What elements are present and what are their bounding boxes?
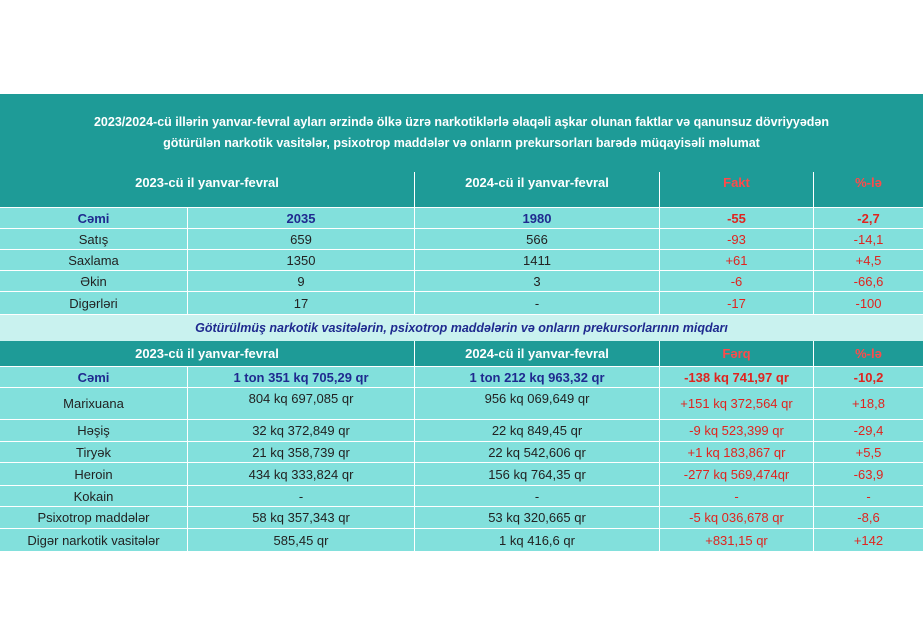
- seizures-diff: -277 kq 569,474qr: [660, 463, 814, 486]
- seizures-row-psixotrop: [0, 507, 923, 529]
- seizures-label: Psixotrop maddələr: [0, 507, 188, 529]
- facts-pct: -2,7: [814, 208, 923, 229]
- seizures-2024: -: [415, 486, 660, 507]
- facts-2024: 1980: [415, 208, 660, 229]
- seizures-label: Tiryək: [0, 442, 188, 463]
- seizures-label: Heroin: [0, 463, 188, 486]
- facts-2023: 9: [188, 271, 415, 292]
- seizures-2023: 32 kq 372,849 qr: [188, 420, 415, 442]
- seizures-2024: 22 kq 849,45 qr: [415, 420, 660, 442]
- seizures-2023: 585,45 qr: [188, 529, 415, 552]
- seizures-section-title: Götürülmüş narkotik vasitələrin, psixotrop maddələrin və onların prekursorlarının miqdarı: [0, 315, 923, 341]
- facts-pct: -100: [814, 292, 923, 315]
- seizures-2023: 21 kq 358,739 qr: [188, 442, 415, 463]
- seizures-2024: 156 kq 764,35 qr: [415, 463, 660, 486]
- facts-header-2024: 2024-cü il yanvar-fevral: [415, 172, 660, 208]
- seizures-2024: 956 kq 069,649 qr: [415, 388, 660, 420]
- facts-2023: 659: [188, 229, 415, 250]
- seizures-row-heroin: [0, 463, 923, 486]
- seizures-2023: 804 kq 697,085 qr: [188, 388, 415, 420]
- report-title-line2: götürülən narkotik vasitələr, psixotrop maddələr və onların prekursorları barədə müqayisəli məlumat: [163, 136, 760, 150]
- facts-diff: -6: [660, 271, 814, 292]
- seizures-header-row: [0, 341, 923, 367]
- facts-row-digerleri: [0, 292, 923, 315]
- seizures-2024: 1 ton 212 kq 963,32 qr: [415, 367, 660, 388]
- facts-label: Əkin: [0, 271, 188, 292]
- facts-header-2023: 2023-cü il yanvar-fevral: [0, 172, 415, 208]
- seizures-label: Marixuana: [0, 388, 188, 420]
- facts-label: Satış: [0, 229, 188, 250]
- seizures-pct: -63,9: [814, 463, 923, 486]
- facts-pct: -14,1: [814, 229, 923, 250]
- facts-2024: -: [415, 292, 660, 315]
- seizures-2024: 53 kq 320,665 qr: [415, 507, 660, 529]
- seizures-pct: -: [814, 486, 923, 507]
- facts-diff: -55: [660, 208, 814, 229]
- seizures-header-2024: 2024-cü il yanvar-fevral: [415, 341, 660, 367]
- seizures-row-marixuana: [0, 388, 923, 420]
- facts-row-saxlama: [0, 250, 923, 271]
- seizures-row-diger: [0, 529, 923, 552]
- facts-2023: 17: [188, 292, 415, 315]
- report-title-line1: 2023/2024-cü illərin yanvar-fevral ayları ərzində ölkə üzrə narkotiklərlə əlaqəli aşkar olunan faktlar və qanunsuz dövriyyədən: [93, 115, 830, 129]
- facts-diff: -93: [660, 229, 814, 250]
- seizures-2023: -: [188, 486, 415, 507]
- seizures-diff: -: [660, 486, 814, 507]
- seizures-2024: 22 kq 542,606 qr: [415, 442, 660, 463]
- facts-2024: 566: [415, 229, 660, 250]
- seizures-pct: -29,4: [814, 420, 923, 442]
- report-panel: [0, 94, 923, 552]
- seizures-diff: +831,15 qr: [660, 529, 814, 552]
- facts-row-ekin: [0, 271, 923, 292]
- seizures-2023: 1 ton 351 kq 705,29 qr: [188, 367, 415, 388]
- seizures-pct: -10,2: [814, 367, 923, 388]
- facts-pct: -66,6: [814, 271, 923, 292]
- facts-row-total: [0, 208, 923, 229]
- facts-row-satis: [0, 229, 923, 250]
- seizures-diff: -5 kq 036,678 qr: [660, 507, 814, 529]
- facts-2023: 1350: [188, 250, 415, 271]
- seizures-diff: -138 kq 741,97 qr: [660, 367, 814, 388]
- facts-header-diff: Fakt: [660, 172, 814, 208]
- seizures-2024: 1 kq 416,6 qr: [415, 529, 660, 552]
- facts-header-row: [0, 172, 923, 208]
- facts-2024: 3: [415, 271, 660, 292]
- seizures-label: Cəmi: [0, 367, 188, 388]
- seizures-header-diff: Fərq: [660, 341, 814, 367]
- seizures-pct: +18,8: [814, 388, 923, 420]
- seizures-row-total: [0, 367, 923, 388]
- facts-label: Saxlama: [0, 250, 188, 271]
- seizures-header-pct: %-lə: [814, 341, 923, 367]
- seizures-row-tiryek: [0, 442, 923, 463]
- seizures-pct: +142: [814, 529, 923, 552]
- seizures-label: Digər narkotik vasitələr: [0, 529, 188, 552]
- seizures-2023: 58 kq 357,343 qr: [188, 507, 415, 529]
- seizures-2023: 434 kq 333,824 qr: [188, 463, 415, 486]
- seizures-diff: +151 kq 372,564 qr: [660, 388, 814, 420]
- facts-2024: 1411: [415, 250, 660, 271]
- seizures-diff: -9 kq 523,399 qr: [660, 420, 814, 442]
- facts-pct: +4,5: [814, 250, 923, 271]
- facts-2023: 2035: [188, 208, 415, 229]
- facts-diff: +61: [660, 250, 814, 271]
- seizures-diff: +1 kq 183,867 qr: [660, 442, 814, 463]
- seizures-row-kokain: [0, 486, 923, 507]
- seizures-label: Kokain: [0, 486, 188, 507]
- facts-label: Digərləri: [0, 292, 188, 315]
- seizures-pct: -8,6: [814, 507, 923, 529]
- seizures-label: Həşiş: [0, 420, 188, 442]
- seizures-pct: +5,5: [814, 442, 923, 463]
- report-title: [0, 94, 923, 172]
- seizures-header-2023: 2023-cü il yanvar-fevral: [0, 341, 415, 367]
- facts-diff: -17: [660, 292, 814, 315]
- seizures-row-hesis: [0, 420, 923, 442]
- facts-header-pct: %-lə: [814, 172, 923, 208]
- facts-label: Cəmi: [0, 208, 188, 229]
